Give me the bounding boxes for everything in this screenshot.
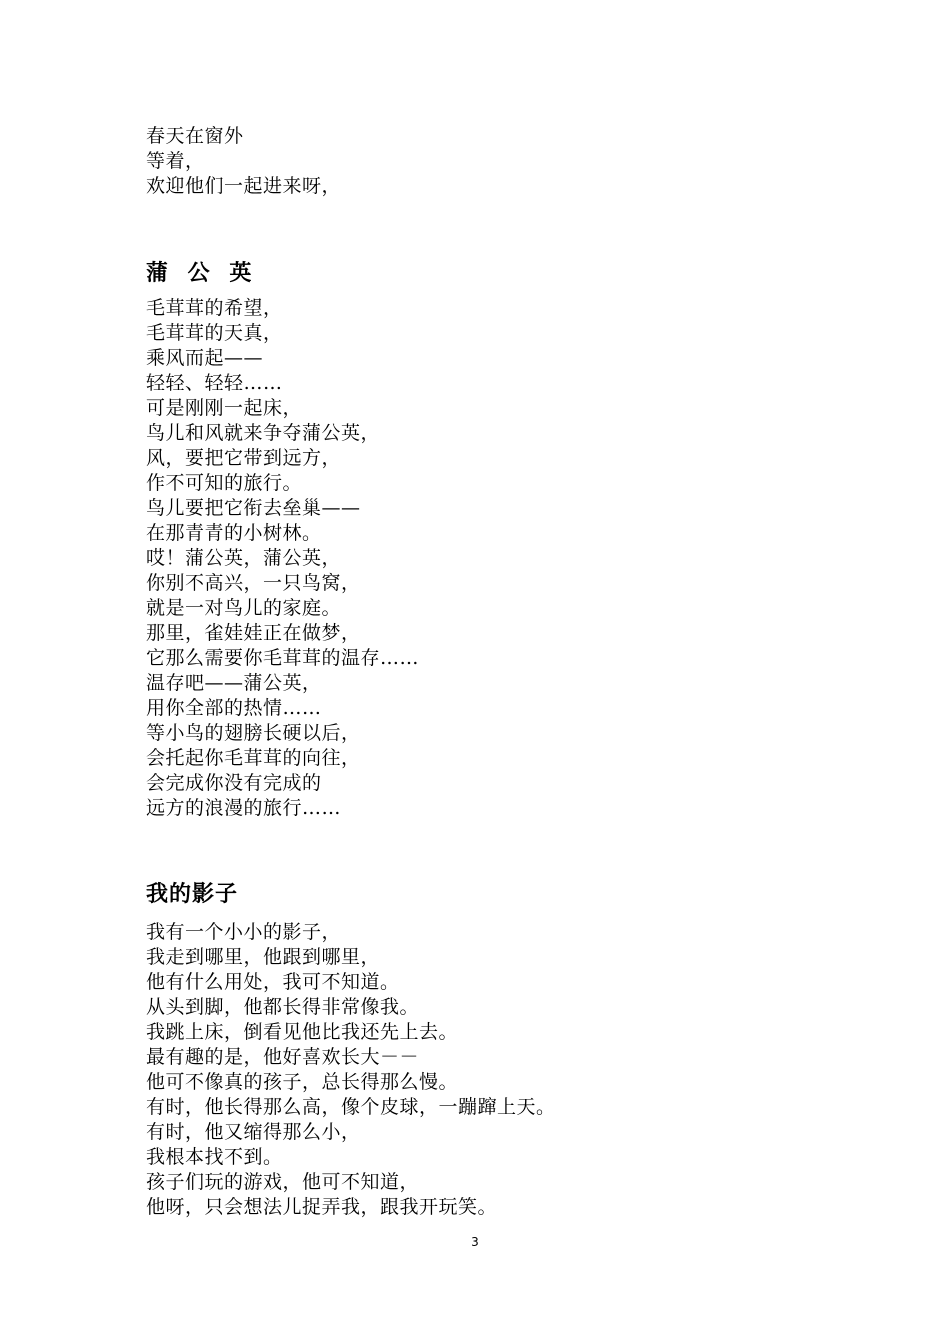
poem-line: 哎！蒲公英，蒲公英， xyxy=(146,547,342,569)
poem-line: 春天在窗外 xyxy=(146,125,244,147)
poem-line: 可是刚刚一起床， xyxy=(146,397,303,419)
poem-line: 会完成你没有完成的 xyxy=(146,772,322,794)
poem-line: 等着， xyxy=(146,150,205,172)
poem-line: 从头到脚，他都长得非常像我。 xyxy=(146,996,420,1018)
poem-line: 乘风而起—— xyxy=(146,347,264,369)
page-number: 3 xyxy=(471,1235,479,1249)
poem-line: 在那青青的小树林。 xyxy=(146,522,322,544)
poem-line: 作不可知的旅行。 xyxy=(146,472,303,494)
poem-line: 鸟儿要把它衔去垒巢—— xyxy=(146,497,361,519)
poem-line: 等小鸟的翅膀长硬以后， xyxy=(146,722,361,744)
poem-line: 他呀，只会想法儿捉弄我，跟我开玩笑。 xyxy=(146,1196,498,1218)
poem-line: 最有趣的是，他好喜欢长大－－ xyxy=(146,1046,420,1068)
poem-line: 我根本找不到。 xyxy=(146,1146,283,1168)
poem-line: 有时，他长得那么高，像个皮球，一蹦蹿上天。 xyxy=(146,1096,556,1118)
poem-line: 就是一对鸟儿的家庭。 xyxy=(146,597,342,619)
poem-line: 他有什么用处，我可不知道。 xyxy=(146,971,400,993)
poem-line: 轻轻、轻轻…… xyxy=(146,372,283,394)
poem-line: 它那么需要你毛茸茸的温存…… xyxy=(146,647,420,669)
poem-line: 用你全部的热情…… xyxy=(146,697,322,719)
poem-body-dandelion xyxy=(146,296,419,821)
poem-line: 我走到哪里，他跟到哪里， xyxy=(146,946,381,968)
poem-line: 毛茸茸的希望， xyxy=(146,297,283,319)
poem-title-my-shadow: 我的影子 xyxy=(146,882,239,907)
poem-line: 孩子们玩的游戏，他可不知道， xyxy=(146,1171,420,1193)
poem-body-my-shadow xyxy=(146,920,556,1220)
poem-line: 温存吧——蒲公英， xyxy=(146,672,322,694)
poem-line: 我有一个小小的影子， xyxy=(146,921,342,943)
poem-line: 你别不高兴，一只鸟窝， xyxy=(146,572,361,594)
poem-line: 会托起你毛茸茸的向往， xyxy=(146,747,361,769)
poem-line: 风，要把它带到远方， xyxy=(146,447,342,469)
poem-line: 远方的浪漫的旅行…… xyxy=(146,797,342,819)
poem-line: 欢迎他们一起进来呀， xyxy=(146,175,342,197)
poem-line: 有时，他又缩得那么小， xyxy=(146,1121,361,1143)
poem-title-dandelion: 蒲 公 英 xyxy=(146,261,258,286)
poem-line: 毛茸茸的天真， xyxy=(146,322,283,344)
poem-line: 鸟儿和风就来争夺蒲公英， xyxy=(146,422,381,444)
poem-line: 我跳上床，倒看见他比我还先上去。 xyxy=(146,1021,459,1043)
poem-line: 他可不像真的孩子，总长得那么慢。 xyxy=(146,1071,459,1093)
intro-stanza xyxy=(146,124,341,199)
poem-line: 那里，雀娃娃正在做梦， xyxy=(146,622,361,644)
